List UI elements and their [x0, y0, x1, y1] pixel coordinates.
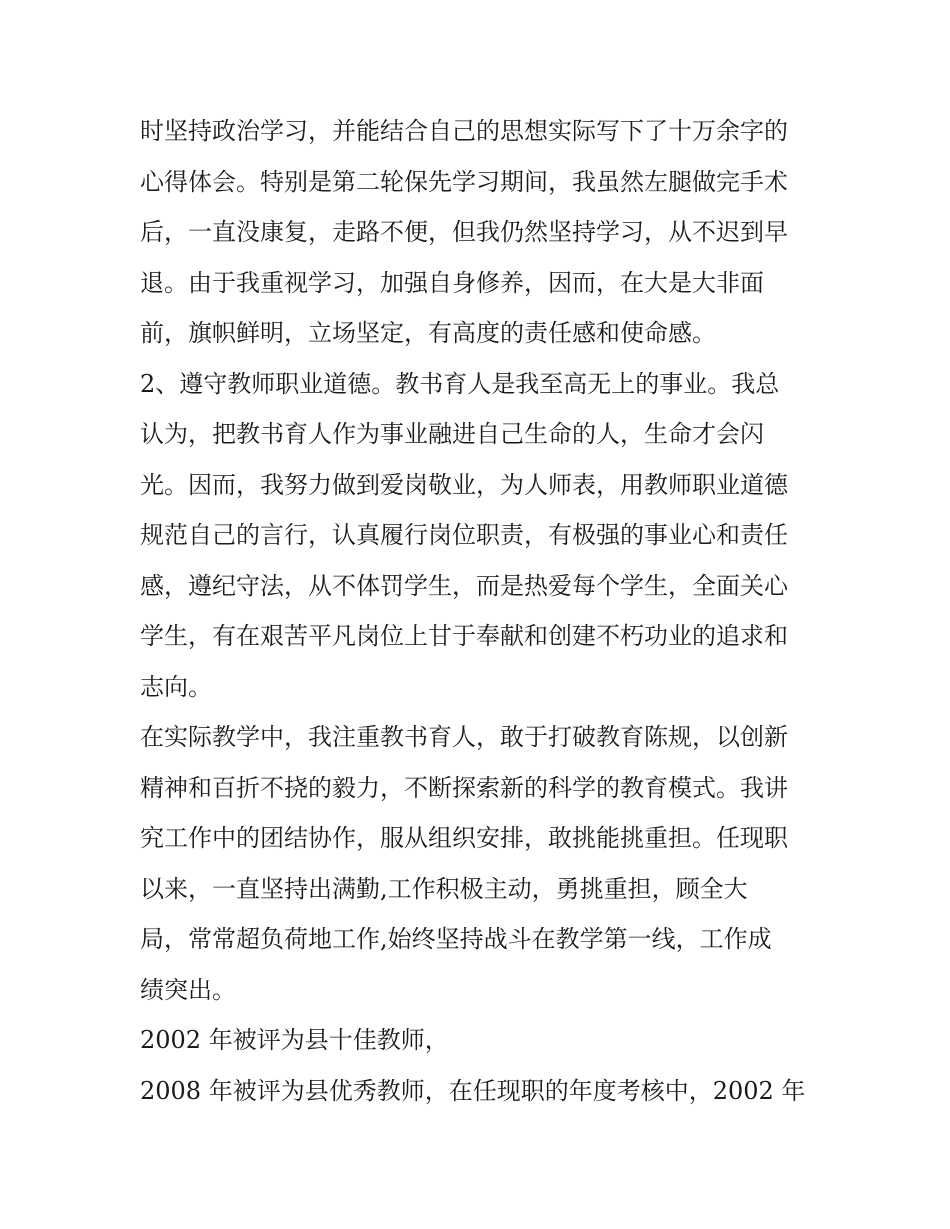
- text-line: 2008 年被评为县优秀教师，在任现职的年度考核中，2002 年: [140, 1076, 806, 1105]
- text-line: 在实际教学中，我注重教书育人，敢于打破教育陈规，以创新: [140, 723, 788, 751]
- text-line: 局，常常超负荷地工作,始终坚持战斗在教学第一线，工作成: [140, 925, 772, 953]
- text-line: 2、遵守教师职业道德。教书育人是我至高无上的事业。我总: [140, 369, 780, 398]
- text-line: 精神和百折不挠的毅力，不断探索新的科学的教育模式。我讲: [140, 773, 788, 802]
- text-line: 以来，一直坚持出满勤,工作积极主动，勇挑重担，顾全大: [140, 874, 748, 903]
- text-line: 光。因而，我努力做到爱岗敬业，为人师表，用教师职业道德: [140, 470, 788, 499]
- document-body: [140, 106, 840, 1116]
- text-line: 志向。: [140, 672, 212, 701]
- text-line: 感，遵纪守法，从不体罚学生，而是热爱每个学生，全面关心: [140, 571, 788, 600]
- text-line: 前，旗帜鲜明，立场坚定，有高度的责任感和使命感。: [140, 319, 716, 347]
- text-line: 绩突出。: [140, 975, 236, 1004]
- text-line: 2002 年被评为县十佳教师，: [140, 1026, 449, 1054]
- text-line: 究工作中的团结协作，服从组织安排，敢挑能挑重担。任现职: [140, 824, 788, 852]
- text-line: 认为，把教书育人作为事业融进自己生命的人，生命才会闪: [140, 420, 764, 448]
- text-line: 心得体会。特别是第二轮保先学习期间，我虽然左腿做完手术: [140, 167, 788, 196]
- text-line: 退。由于我重视学习，加强自身修养，因而，在大是大非面: [140, 268, 764, 297]
- text-line: 学生，有在艰苦平凡岗位上甘于奉献和创建不朽功业的追求和: [140, 622, 788, 650]
- text-line: 后，一直没康复，走路不便，但我仍然坚持学习，从不迟到早: [140, 218, 788, 246]
- text-line: 时坚持政治学习，并能结合自己的思想实际写下了十万余字的: [140, 117, 788, 145]
- text-line: 规范自己的言行，认真履行岗位职责，有极强的事业心和责任: [140, 521, 788, 549]
